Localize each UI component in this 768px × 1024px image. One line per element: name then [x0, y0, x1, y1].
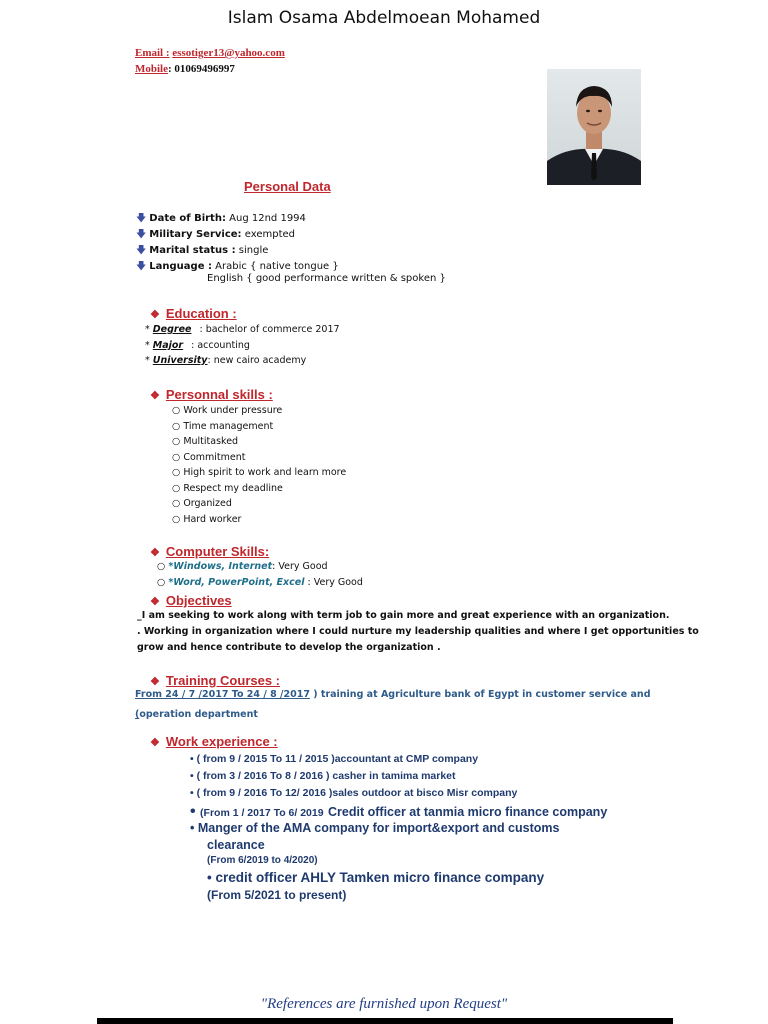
- mobile-number: : 01069496997: [168, 63, 235, 75]
- training-line: From 24 / 7 /2017 To 24 / 8 /2017 ) training at Agriculture bank of Egypt in customer service and: [135, 689, 651, 700]
- email-link[interactable]: essotiger13@yahoo.com: [172, 47, 285, 59]
- work-item: • credit officer AHLY Tamken micro finance company: [207, 870, 545, 885]
- diamond-bullet-icon: ❖: [150, 547, 160, 559]
- email-line: [135, 47, 285, 59]
- bottom-bar: [97, 1018, 673, 1024]
- skill-item: ○ Respect my deadline: [172, 483, 283, 494]
- arrow-down-icon: 🡇: [136, 213, 147, 224]
- applicant-name: Islam Osama Abdelmoean Mohamed: [227, 8, 541, 28]
- work-item: • ( from 3 / 2016 To 8 / 2016 ) casher in tamima market: [190, 770, 456, 782]
- skill-item: ○ Work under pressure: [172, 405, 283, 416]
- skill-item: ○ Hard worker: [172, 514, 242, 525]
- skill-item: ○ Time management: [172, 421, 274, 432]
- diamond-bullet-icon: ❖: [150, 309, 160, 321]
- university-row: * University: new cairo academy: [145, 355, 307, 366]
- language-second: English { good performance written & spoken }: [207, 273, 446, 284]
- diamond-bullet-icon: ❖: [150, 596, 160, 608]
- personal-skills-heading: ❖ Personnal skills :: [150, 387, 273, 402]
- marital-row: 🡇 Marital status : single: [136, 245, 269, 256]
- work-item: • Manger of the AMA company for import&export and customs: [190, 821, 560, 835]
- objectives-heading: ❖ Objectives: [150, 593, 232, 608]
- work-item: • (From 1 / 2017 To 6/ 2019 Credit officer at tanmia micro finance company: [190, 803, 608, 820]
- arrow-down-icon: 🡇: [136, 261, 147, 272]
- email-label: Email :: [135, 47, 170, 59]
- military-row: 🡇 Military Service: exempted: [136, 229, 295, 240]
- training-heading: ❖ Training Courses :: [150, 673, 281, 688]
- work-item: • ( from 9 / 2016 To 12/ 2016 )sales outdoor at bisco Misr company: [190, 787, 518, 799]
- work-item-date: (From 5/2021 to present): [207, 888, 347, 902]
- training-line: (operation department: [135, 709, 258, 720]
- skill-item: ○ Organized: [172, 498, 232, 509]
- personal-data-heading: Personal Data: [244, 179, 331, 194]
- skill-item: ○ Commitment: [172, 452, 246, 463]
- work-item-cont: clearance: [207, 838, 265, 852]
- computer-skill-item: ○ *Windows, Internet: Very Good: [157, 561, 328, 572]
- arrow-down-icon: 🡇: [136, 229, 147, 240]
- mobile-label: Mobile: [135, 63, 168, 75]
- education-heading: ❖ Education :: [150, 306, 237, 321]
- skill-item: ○ Multitasked: [172, 436, 239, 447]
- objective-line: grow and hence contribute to develop the organization .: [137, 642, 441, 653]
- major-row: * Major : accounting: [145, 340, 250, 351]
- arrow-down-icon: 🡇: [136, 245, 147, 256]
- computer-skill-item: ○ *Word, PowerPoint, Excel : Very Good: [157, 577, 363, 588]
- diamond-bullet-icon: ❖: [150, 390, 160, 402]
- language-row: 🡇 Language : Arabic { native tongue }: [136, 261, 339, 272]
- mobile-line: [135, 63, 235, 75]
- work-item-date: (From 6/2019 to 4/2020): [207, 855, 318, 866]
- profile-photo: [547, 69, 641, 185]
- references-footer: "References are furnished upon Request": [260, 996, 508, 1012]
- work-heading: ❖ Work experience :: [150, 734, 278, 749]
- work-item: • ( from 9 / 2015 To 11 / 2015 )accountant at CMP company: [190, 753, 479, 765]
- skill-item: ○ High spirit to work and learn more: [172, 467, 347, 478]
- degree-row: * Degree : bachelor of commerce 2017: [145, 324, 340, 335]
- diamond-bullet-icon: ❖: [150, 676, 160, 688]
- objective-line: . Working in organization where I could nurture my leadership qualities and where I get opportunities to: [137, 626, 699, 637]
- training-date: From 24 / 7 /2017 To 24 / 8 /2017: [135, 689, 310, 700]
- person-photo-icon: [547, 69, 641, 185]
- dob-row: 🡇 Date of Birth: Aug 12nd 1994: [136, 213, 306, 224]
- computer-skills-heading: ❖ Computer Skills:: [150, 544, 270, 559]
- diamond-bullet-icon: ❖: [150, 737, 160, 749]
- objective-line: _I am seeking to work along with term job to gain more and great experience with an organization.: [137, 610, 670, 621]
